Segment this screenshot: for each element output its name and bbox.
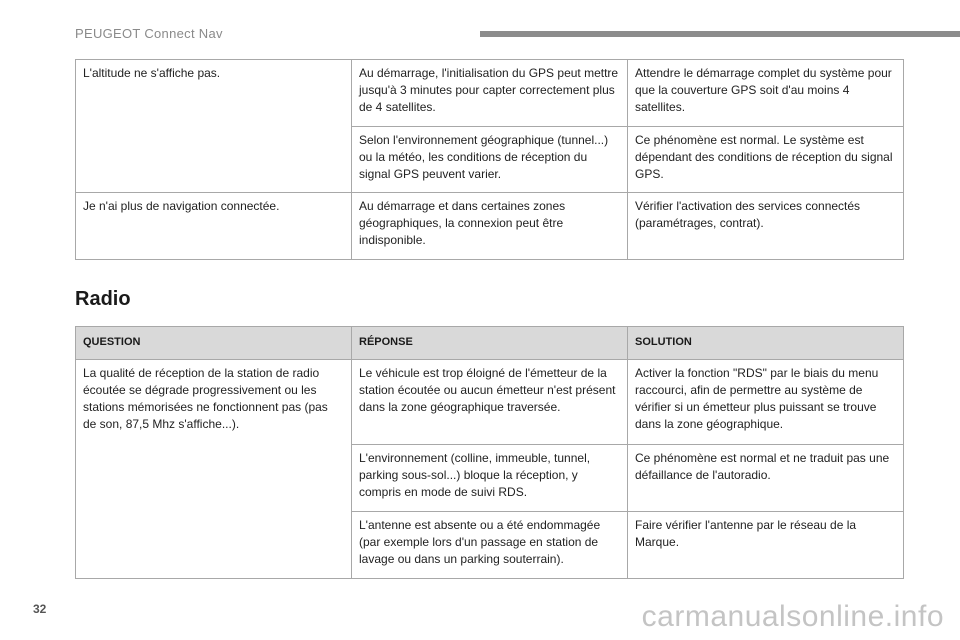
column-header-answer: RÉPONSE	[352, 327, 628, 360]
answer-cell: L'environnement (colline, immeuble, tunnel, parking sous-sol...) bloque la réception, y compris en mode de suivi RDS.	[352, 445, 628, 512]
table-header-row	[76, 327, 904, 360]
section-title-radio: Radio	[75, 288, 131, 310]
solution-cell: Activer la fonction "RDS" par le biais du menu raccourci, afin de permettre au système de vérifier si un émetteur plus puissant se trouve dans la zone géographique.	[628, 360, 904, 445]
radio-troubleshooting-table	[75, 326, 904, 579]
answer-cell: Au démarrage et dans certaines zones géographiques, la connexion peut être indisponible.	[352, 193, 628, 260]
question-cell: La qualité de réception de la station de radio écoutée se dégrade progressivement ou les stations mémorisées ne fonctionnent pas (pas de son, 87,5 Mhz s'affiche...).	[76, 360, 352, 579]
header-divider-bar	[480, 31, 960, 37]
answer-cell: Au démarrage, l'initialisation du GPS peut mettre jusqu'à 3 minutes pour capter correctement plus de 4 satellites.	[352, 60, 628, 127]
solution-cell: Ce phénomène est normal et ne traduit pas une défaillance de l'autoradio.	[628, 445, 904, 512]
page-number: 32	[33, 602, 47, 616]
answer-cell: Le véhicule est trop éloigné de l'émetteur de la station écoutée ou aucun émetteur n'est présent dans la zone géographique traversée.	[352, 360, 628, 445]
table-row	[76, 193, 904, 260]
table-row	[76, 360, 904, 445]
column-header-solution: SOLUTION	[628, 327, 904, 360]
answer-cell: L'antenne est absente ou a été endommagée (par exemple lors d'un passage en station de lavage ou dans un parking souterrain).	[352, 512, 628, 579]
question-cell: Je n'ai plus de navigation connectée.	[76, 193, 352, 260]
page-header-title: PEUGEOT Connect Nav	[75, 26, 223, 41]
table-row	[76, 60, 904, 127]
column-header-question: QUESTION	[76, 327, 352, 360]
solution-cell: Ce phénomène est normal. Le système est dépendant des conditions de réception du signal GPS.	[628, 127, 904, 193]
watermark: carmanualsonline.info	[641, 600, 944, 633]
solution-cell: Faire vérifier l'antenne par le réseau de la Marque.	[628, 512, 904, 579]
question-cell: L'altitude ne s'affiche pas.	[76, 60, 352, 193]
solution-cell: Vérifier l'activation des services connectés (paramétrages, contrat).	[628, 193, 904, 260]
solution-cell: Attendre le démarrage complet du système pour que la couverture GPS soit d'au moins 4 satellites.	[628, 60, 904, 127]
gps-troubleshooting-table	[75, 59, 904, 260]
answer-cell: Selon l'environnement géographique (tunnel...) ou la météo, les conditions de réception du signal GPS peuvent varier.	[352, 127, 628, 193]
